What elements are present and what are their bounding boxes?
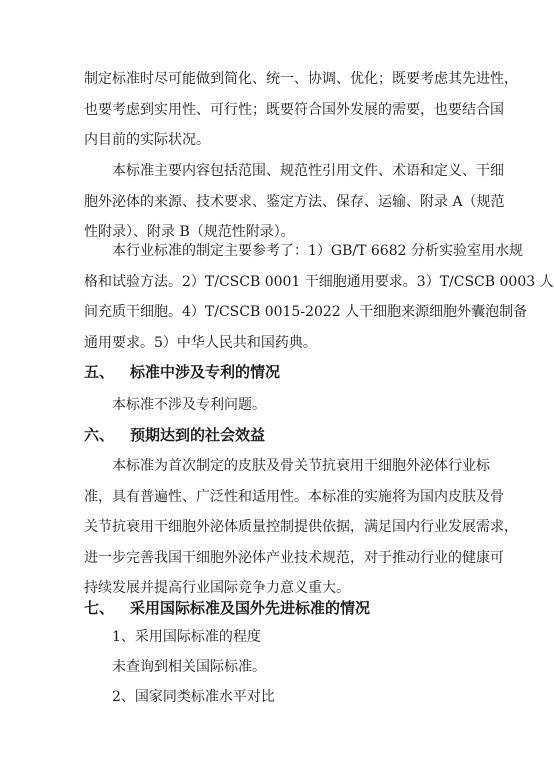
text-line: 间充质干细胞。4）T/CSCB 0015-2022 人干细胞来源细胞外囊泡制备	[84, 304, 528, 320]
paragraph-benefits	[84, 451, 518, 604]
subheading-adoption-degree: 1、采用国际标准的程度	[112, 629, 261, 645]
paragraph-principles	[84, 64, 518, 156]
heading-title: 预期达到的社会效益	[130, 426, 266, 444]
subheading-national-comparison: 2、国家同类标准水平对比	[112, 689, 275, 705]
heading-number: 六、	[84, 426, 115, 444]
heading-number: 七、	[84, 599, 115, 617]
text-line: 也要考虑到实用性、可行性；既要符合国外发展的需要，也要结合国	[84, 101, 504, 118]
text-line: 内目前的实际状况。	[84, 132, 210, 148]
text-line: 本行业标准的制定主要参考了：1）GB/T 6682 分析实验室用水规	[112, 243, 523, 259]
heading-title: 采用国际标准及国外先进标准的情况	[130, 599, 371, 617]
text-line: 关节抗衰用干细胞外泌体质量控制提供依据，满足国内行业发展需求，	[84, 519, 518, 535]
text-line: 持续发展并提高行业国际竞争力意义重大。	[84, 580, 350, 596]
text-line: 格和试验方法。2）T/CSCB 0001 干细胞通用要求。3）T/CSCB 0003 人	[84, 273, 554, 290]
heading-number: 五、	[84, 363, 115, 381]
paragraph-contents	[84, 156, 505, 248]
text-line: 胞外泌体的来源、技术要求、鉴定方法、保存、运输、附录 A（规范	[84, 193, 505, 210]
text-line: 本标准主要内容包括范围、规范性引用文件、术语和定义、干细	[112, 163, 504, 179]
text-line: 进一步完善我国干细胞外泌体产业技术规范，对于推动行业的健康可	[84, 549, 504, 566]
paragraph-no-standards-found: 未查询到相关国际标准。	[112, 659, 266, 675]
text-line: 性附录）、附录 B（规范性附录）。	[84, 224, 295, 240]
paragraph-patents	[84, 390, 484, 421]
text-line: 本标准不涉及专利问题。	[112, 397, 266, 413]
text-line: 准，具有普遍性、广泛性和适用性。本标准的实施将为国内皮肤及骨	[84, 488, 504, 505]
paragraph-references	[84, 236, 554, 358]
section-heading-international-standards	[84, 597, 370, 619]
text-line: 制定标准时尽可能做到简化、统一、协调、优化；既要考虑其先进性，	[84, 71, 518, 87]
text-line: 本标准为首次制定的皮肤及骨关节抗衰用干细胞外泌体行业标	[112, 458, 490, 474]
heading-title: 标准中涉及专利的情况	[130, 363, 281, 381]
section-heading-benefits	[84, 424, 265, 446]
text-line: 通用要求。5）中华人民共和国药典。	[84, 334, 317, 351]
section-heading-patents	[84, 361, 280, 383]
